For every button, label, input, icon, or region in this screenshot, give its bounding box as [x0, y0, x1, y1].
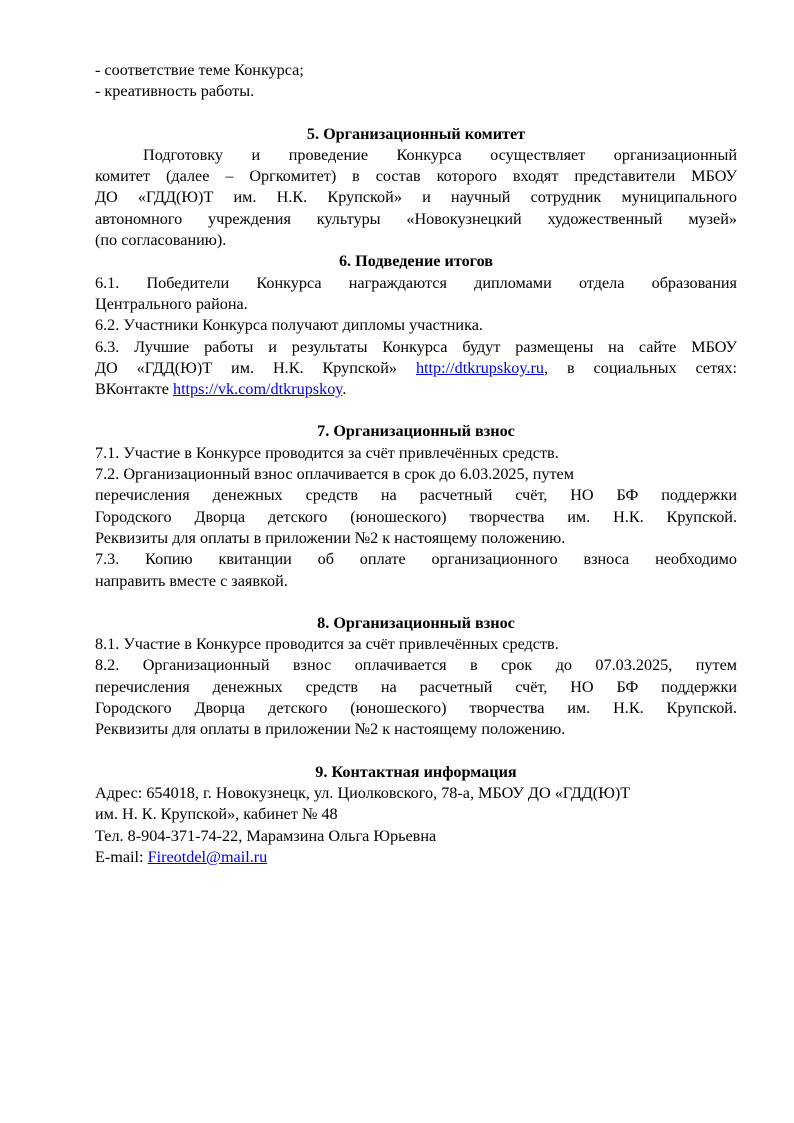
document-page: [95, 60, 737, 868]
paragraph-line: (по согласованию).: [95, 231, 227, 250]
paragraph-line: 8.2. Организационный взнос оплачивается в срок до 07.03.2025, путем: [95, 656, 737, 675]
paragraph-line: Городского Дворца детского (юношеского) творчества им. Н.К. Крупской.: [95, 699, 737, 718]
paragraph-line: Подготовку и проведение Конкурса осуществляет организационный: [143, 145, 737, 164]
section-8-heading: 8. Организационный взнос: [317, 613, 515, 632]
section-6-heading: 6. Подведение итогов: [338, 252, 494, 271]
section-7-item-3: [95, 549, 737, 592]
vk-link[interactable]: https://vk.com/dtkrupskoy: [172, 380, 343, 399]
section-6-item-1: [95, 273, 737, 316]
paragraph-line: направить вместе с заявкой.: [95, 571, 288, 590]
email-label: E-mail:: [95, 847, 148, 866]
paragraph-line: Реквизиты для оплаты в приложении №2 к настоящему положению.: [95, 720, 566, 739]
paragraph-line: Центрального района.: [95, 294, 248, 313]
paragraph-line: 7.3. Копию квитанции об оплате организационного взноса необходимо: [95, 550, 737, 569]
section-9-heading: 9. Контактная информация: [315, 762, 517, 781]
paragraph-line: автономного учреждения культуры «Новокузнецкий художественный музей»: [95, 209, 737, 228]
criteria-item-theme: - соответствие теме Конкурса;: [95, 61, 304, 79]
inline-text: .: [342, 380, 347, 399]
section-7-item-1: 7.1. Участие в Конкурсе проводится за счёт привлечённых средств.: [95, 443, 559, 462]
section-7-heading: 7. Организационный взнос: [317, 422, 515, 441]
paragraph-line: [95, 358, 737, 379]
contact-phone: Тел. 8-904-371-74-22, Марамзина Ольга Юрьевна: [95, 826, 437, 845]
section-8-item-1: 8.1. Участие в Конкурсе проводится за счёт привлечённых средств.: [95, 635, 559, 654]
paragraph-line: перечисления денежных средств на расчетный счёт, НО БФ поддержки: [95, 486, 737, 505]
section-5-paragraph: [95, 145, 737, 251]
section-5-heading: 5. Организационный комитет: [306, 124, 526, 143]
paragraph-line: комитет (далее – Оргкомитет) в состав которого входят представители МБОУ: [95, 167, 737, 186]
site-link[interactable]: http://dtkrupskoy.ru: [415, 358, 544, 377]
paragraph-line: им. Н. К. Крупской», кабинет № 48: [95, 805, 338, 824]
paragraph-line: 6.3. Лучшие работы и результаты Конкурса будут размещены на сайте МБОУ: [95, 337, 737, 356]
criteria-list: [95, 60, 737, 103]
paragraph-line: ДО «ГДД(Ю)Т им. Н.К. Крупской» и научный сотрудник муниципального: [95, 188, 737, 207]
paragraph-line: перечисления денежных средств на расчетный счёт, НО БФ поддержки: [95, 677, 737, 696]
section-6-item-2: 6.2. Участники Конкурса получают дипломы участника.: [95, 316, 483, 335]
email-link[interactable]: Fireotdel@mail.ru: [147, 847, 268, 866]
inline-text: ДО «ГДД(Ю)Т им. Н.К. Крупской»: [95, 358, 416, 377]
criteria-item-creativity: - креативность работы.: [95, 82, 255, 101]
section-8-item-2: [95, 655, 737, 740]
section-7-item-2: [95, 464, 737, 549]
contact-email: [95, 847, 737, 868]
paragraph-line: Реквизиты для оплаты в приложении №2 к настоящему положению.: [95, 528, 566, 547]
paragraph-line: 7.2. Организационный взнос оплачивается в срок до 6.03.2025, путем: [95, 465, 574, 484]
contact-address: [95, 783, 737, 826]
paragraph-line: Адрес: 654018, г. Новокузнецк, ул. Циолковского, 78-а, МБОУ ДО «ГДД(Ю)Т: [95, 783, 631, 802]
inline-text: , в социальных сетях:: [543, 358, 737, 377]
paragraph-line: Городского Дворца детского (юношеского) творчества им. Н.К. Крупской.: [95, 507, 737, 526]
paragraph-line: [95, 379, 737, 400]
inline-text: ВКонтакте: [95, 380, 173, 399]
paragraph-line: 6.1. Победители Конкурса награждаются дипломами отдела образования: [95, 273, 737, 292]
section-6-item-3: [95, 337, 737, 401]
